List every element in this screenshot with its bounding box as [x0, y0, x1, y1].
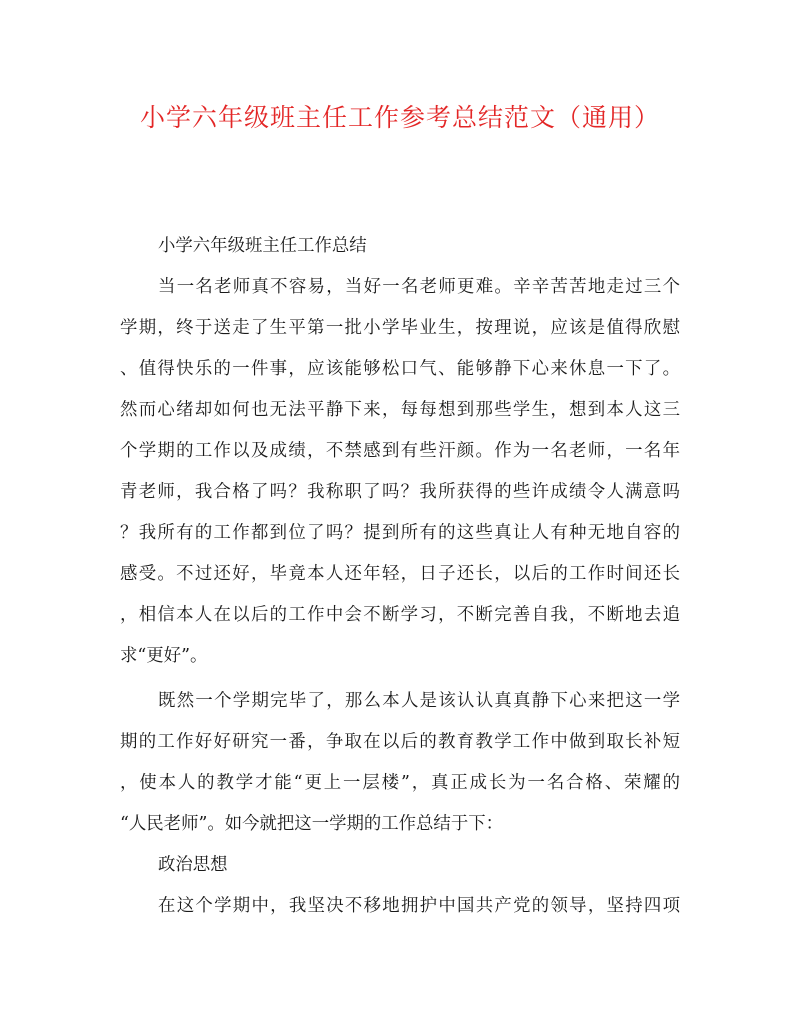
paragraph-line: 、值得快乐的一件事，应该能够松口气、能够静下心来休息一下了。 — [120, 359, 680, 379]
paragraph-line: 青老师，我合格了吗？我称职了吗？我所获得的些许成绩令人满意吗 — [120, 482, 680, 502]
paragraph-line: “人民老师”。如今就把这一学期的工作总结于下： — [120, 814, 503, 834]
paragraph-line: ，使本人的教学才能“更上一层楼”，真正成长为一名合格、荣耀的 — [120, 773, 680, 793]
paragraph-line: 然而心绪却如何也无法平静下来，每每想到那些学生，想到本人这三 — [120, 400, 680, 420]
paragraph-line: 在这个学期中，我坚决不移地拥护中国共产党的领导，坚持四项 — [158, 896, 680, 916]
document-title: 小学六年级班主任工作参考总结范文（通用） — [139, 103, 660, 132]
paragraph-line: 学期，终于送走了生平第一批小学毕业生，按理说，应该是值得欣慰 — [120, 318, 680, 338]
paragraph-line: 个学期的工作以及成绩，不禁感到有些汗颜。作为一名老师，一名年 — [120, 441, 680, 461]
paragraph-line: ，相信本人在以后的工作中会不断学习，不断完善自我，不断地去追 — [120, 605, 680, 625]
section-heading: 政治思想 — [158, 855, 228, 875]
paragraph-line: 既然一个学期完毕了，那么本人是该认认真真静下心来把这一学 — [158, 691, 680, 711]
paragraph-line: 求“更好”。 — [120, 646, 208, 666]
section-heading: 小学六年级班主任工作总结 — [158, 236, 367, 256]
paragraph-line: 感受。不过还好，毕竟本人还年轻，日子还长，以后的工作时间还长 — [120, 564, 680, 584]
paragraph-line: ？我所有的工作都到位了吗？提到所有的这些真让人有种无地自容的 — [120, 523, 680, 543]
document-body — [120, 226, 680, 927]
paragraph-line: 期的工作好好研究一番，争取在以后的教育教学工作中做到取长补短 — [120, 732, 680, 752]
paragraph-line: 当一名老师真不容易，当好一名老师更难。辛辛苦苦地走过三个 — [158, 277, 680, 297]
